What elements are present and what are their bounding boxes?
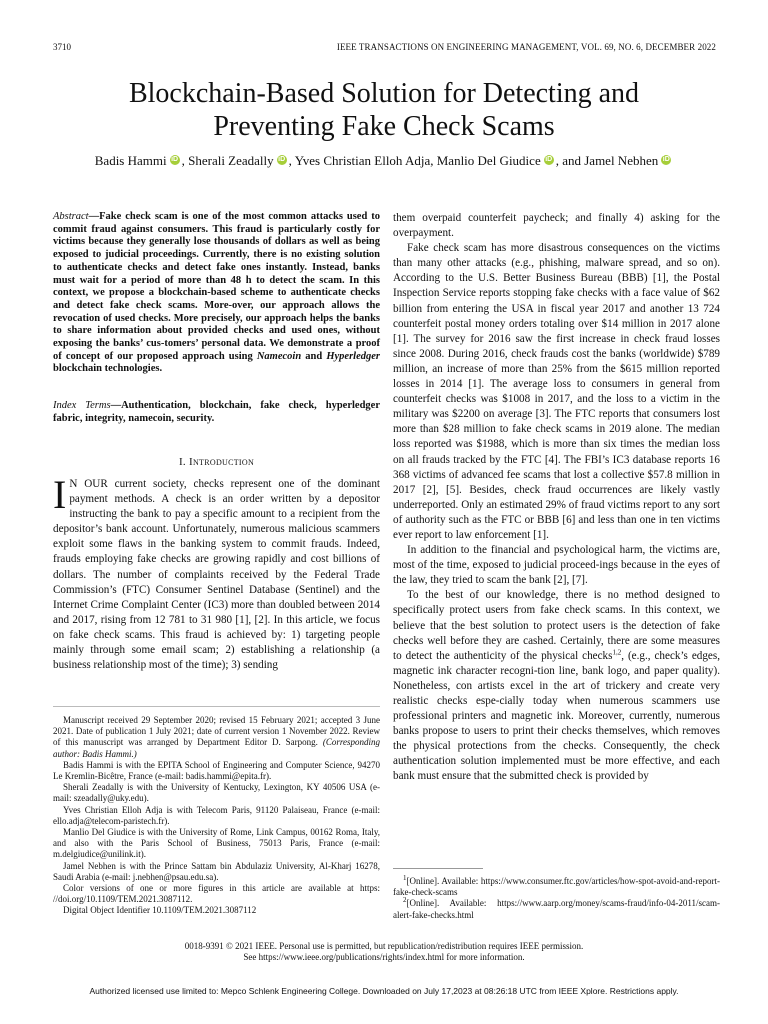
intro-text: current society, checks represent one of the dominant payment methods. A check is an order written by a depositor instructing the bank to pay a specific amount to a recipient from the depositor’s bank account. Unfortunately, numerous malicious scammers exploit some flaws in the banking system to commit frauds. Indeed, frauds employing fake checks are growing rapidly and cost billions of dollars. The number of complaints received by the Federal Trade Commission’s (FTC) Consumer Sentinel Database (Sentinel) and the Internet Crime Complaint Center (IC3) more than doubled between 2014 and 2017, rising from 12 781 to 31 980 [1], [2]. In this article, we focus on fake check scams. This fraud is achieved by: 1) targeting people mainly through some email scam; 2) establishing a relationship (a business relationship most of the time); 3) sending — [53, 478, 381, 672]
paragraph-text: , (e.g., check’s edges, magnetic ink character recogni-tion line, bank logo, and paper quality). Nonetheless, con artists excel in the art of trickery and create very realistic checks espe-cially today when numerous scammers use professional printers and magnetic ink. Moreover, currently, numerous banks propose to users to print their checks themselves, which removes the physical protections from the checks. Consequently, the check authentication solution implemented must be more effective, and each bank must ensure that the submitted check is provided by — [393, 649, 720, 783]
index-terms — [53, 400, 380, 425]
abstract-hyperledger: Hyperledger — [326, 350, 380, 362]
author-3: , Yves Christian Elloh Adja, Manlio Del Giudice — [288, 153, 541, 168]
footnote-doi: Digital Object Identifier 10.1109/TEM.2021.3087112 — [63, 905, 257, 916]
footnote-author: Yves Christian Elloh Adja is with Telecom Paris, 91120 Palaiseau, France (e-mail: ello.adja@telecom-paristech.fr). — [53, 804, 380, 826]
abstract-and: and — [301, 350, 327, 362]
footnote-divider — [53, 706, 380, 707]
url-footnote — [393, 898, 720, 920]
paragraph: In addition to the financial and psychological harm, the victims are, most of the time, exposed to judicial proceed-ings because in the eyes of the law, they tried to scam the bank [2], [7]. — [393, 544, 720, 587]
footnote-link[interactable]: [Online]. Available: https://www.aarp.org/money/scams-fraud/info-04-2011/scam-alert-fake-checks.html — [393, 898, 720, 920]
author-2: , Sherali Zeadally — [181, 153, 274, 168]
paragraph: them overpaid counterfeit paycheck; and finally 4) asking for the overpayment. — [393, 212, 720, 240]
title-line-1: Blockchain-Based Solution for Detecting and — [128, 78, 640, 109]
orcid-icon[interactable]: iD — [545, 156, 553, 163]
abstract-namecoin: Namecoin — [256, 350, 302, 362]
corresponding-author: (Corresponding author: Badis Hammi.) — [53, 737, 380, 759]
paragraph: Fake check scam has more disastrous consequences on the victims than many other attacks (e.g., phishing, malware spread, and so on). According to the U.S. Better Business Bureau (BBB) [1], the Postal Inspection Service reports stopping fake checks with a face value of $62 billion from entering the USA in fiscal year 2017 and another 13 724 counterfeit postal money orders totaling over $14 million in 2017 alone [1]. The survey for 2016 saw the first increase in check fraud losses since 2008. During 2016, check frauds cost the banks (worldwide) $789 million, an increase of more than 25% from the $615 million reported losses in 2014 [1]. The average loss to consumers in general from counterfeit checks was $1008 in 2017, and the loss to a victim in the military was $2200 on average [3]. The FTC reports that consumers lost more than $28 million to fake check scams in 2019 alone. The median loss reported was $1988, which is more than six times the median loss on all frauds tracked by the FTC [4]. The FBI’s IC3 database reports 16 368 victims of advanced fee scams that lost a collective $57.8 million in 2017 [2], [5]. Besides, check fraud occurrences are likely vastly underreported. Only an estimated 29% of fraud victims report to any sort of authority such as the FTC or BBB [6] and less than one in ten victims ever report to law enforcement [1]. — [393, 242, 720, 541]
url-footnote — [393, 876, 720, 898]
intro-cap: N OUR — [69, 478, 108, 490]
author-1: Badis Hammi — [94, 153, 167, 168]
copyright-line-1: 0018-9391 © 2021 IEEE. Personal use is permitted, but republication/redistribution requires IEEE permission. — [184, 941, 584, 951]
paper-title — [40, 77, 728, 143]
orcid-icon[interactable]: iD — [171, 156, 179, 163]
abstract-text: —Fake check scam is one of the most common attacks used to commit fraud against consumers. This fraud is particularly costly for victims because they generally lose thousands of dollars as well as being exposed to judicial proceedings. Currently, there is no existing solution to authenticate checks and detect fake ones instantly. Instead, banks must wait for a period of more than 48 h to detect the scam. In this context, we propose a blockchain-based scheme to authenticate checks and detect fake check scams. More-over, our approach allows the revocation of used checks. More precisely, our approach helps the banks to share information about provided checks and used ones, without exposing the banks’ cus-tomers’ personal data. We demonstrate a proof of concept of our proposed approach using — [53, 211, 380, 362]
section-heading: I. Introduction — [178, 456, 255, 468]
title-line-2: Preventing Fake Check Scams — [213, 111, 555, 142]
license-notice: Authorized licensed use limited to: Mepco Schlenk Engineering College. Downloaded on July 17,2023 at 08:26:18 UTC from IEEE Xplore. Restrictions apply. — [89, 986, 679, 996]
url-footnotes — [393, 876, 720, 921]
footnote-manuscript — [53, 715, 380, 760]
footnote-link[interactable]: [Online]. Available: https://www.consumer.ftc.gov/articles/how-spot-avoid-and-report-fake-check-scams — [393, 876, 720, 898]
paragraph — [393, 588, 720, 784]
footnote-author: Badis Hammi is with the EPITA School of Engineering and Computer Science, 94270 Le Kremlin-Bicêtre, France (e-mail: badis.hammi@epita.fr). — [53, 759, 380, 782]
index-terms-text: —Authentication, blockchain, fake check, hyperledger fabric, integrity, namecoin, security. — [53, 400, 380, 424]
abstract-tail: blockchain technologies. — [53, 363, 163, 375]
footnote-mark: 2 — [403, 896, 407, 905]
footnote-text: Manuscript received 29 September 2020; revised 15 February 2021; accepted 3 June 2021. Date of publication 1 July 2021; date of current version 1 November 2022. Review of this manuscript was arranged by Department Editor D. Sarpong. — [53, 715, 380, 748]
abstract-label: Abstract — [53, 211, 89, 222]
index-terms-label: Index Terms — [53, 400, 111, 411]
footnote-mark: 1 — [403, 874, 407, 882]
intro-paragraph — [53, 472, 381, 673]
page-number: 3710 — [53, 42, 71, 52]
author-footnotes — [53, 715, 380, 917]
drop-cap: I — [53, 472, 67, 517]
author-list — [40, 153, 728, 169]
copyright-notice — [53, 941, 715, 963]
footnote-author: Sherali Zeadally is with the University of Kentucky, Lexington, KY 40506 USA (e-mail: szeadally@uky.edu). — [53, 782, 380, 804]
journal-header: IEEE TRANSACTIONS ON ENGINEERING MANAGEMENT, VOL. 69, NO. 6, DECEMBER 2022 — [336, 42, 716, 52]
footnote-ref[interactable]: 1,2 — [612, 648, 622, 656]
footnote-author: Manlio Del Giudice is with the University of Rome, Link Campus, 00162 Roma, Italy, and also with the Paris School of Business, 75013 Paris, France (e-mail: m.delgiudice@unilink.it). — [53, 827, 380, 860]
copyright-line-2: See https://www.ieee.org/publications/rights/index.html for more information. — [243, 952, 525, 962]
orcid-icon[interactable]: iD — [662, 156, 670, 163]
footnote-author: Jamel Nebhen is with the Prince Sattam bin Abdulaziz University, Al-Kharj 16278, Saudi Arabia (e-mail: j.nebhen@psau.edu.sa). — [53, 860, 380, 882]
right-column-body — [393, 211, 720, 785]
abstract — [53, 211, 380, 376]
footnote-divider-right — [393, 868, 483, 869]
paragraph-text: To the best of our knowledge, there is no method designed to specifically protect users from fake check scams. In this context, we believe that the best solution to protect users is the detection of fake checks well before they are cashed. Certainly, there are some measures to detect the authenticity of the physical checks — [393, 589, 720, 662]
orcid-icon[interactable]: iD — [278, 156, 286, 163]
footnote-color: Color versions of one or more figures in this article are available at https: //doi.org/10.1109/TEM.2021.3087112. — [53, 883, 380, 905]
author-4: , and Jamel Nebhen — [555, 153, 659, 168]
